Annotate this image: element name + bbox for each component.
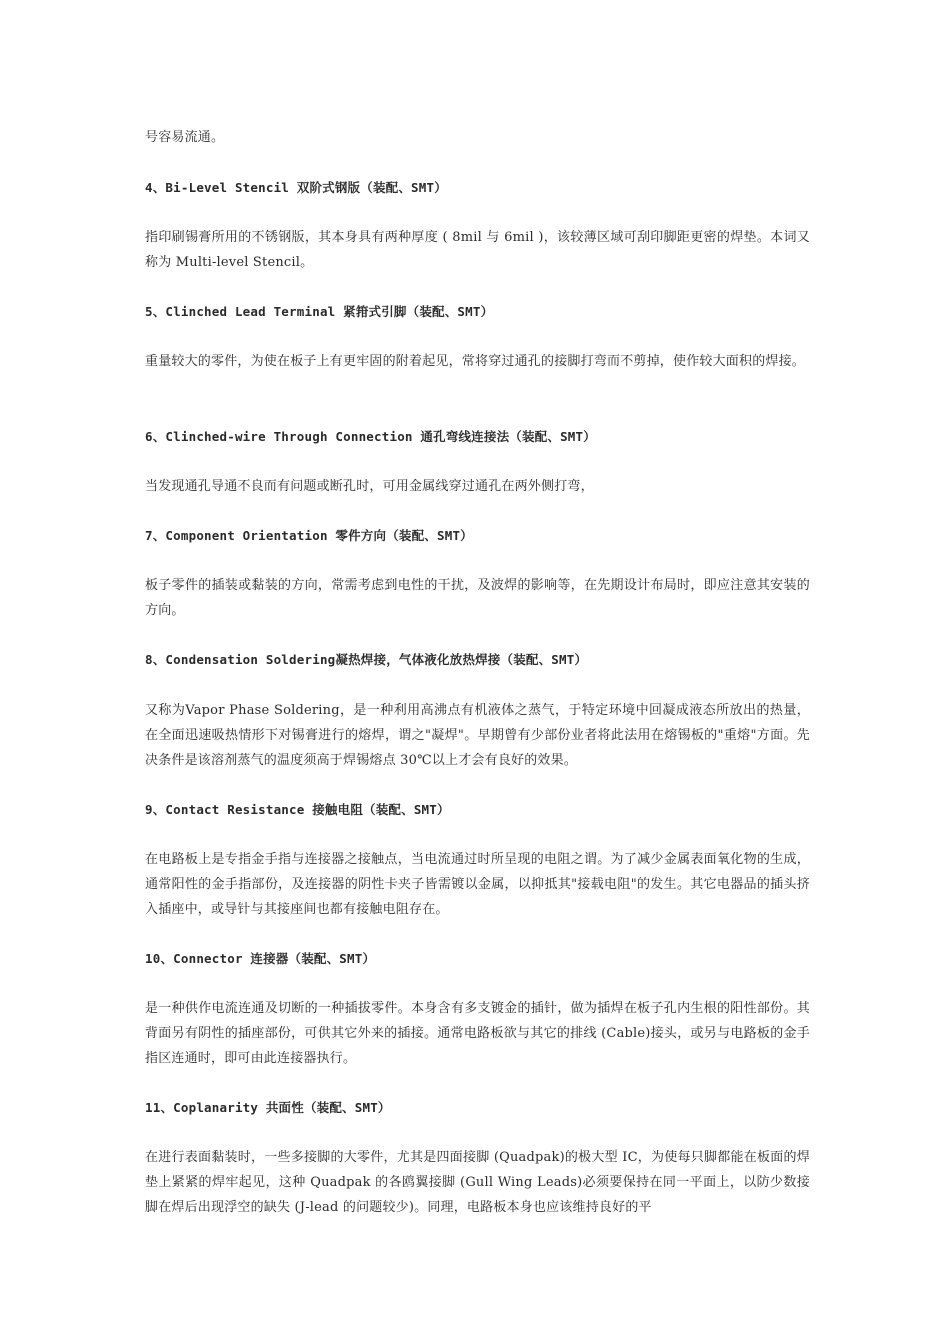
entry-5-heading: 5、Clinched Lead Terminal 紧箝式引脚（装配、SMT）: [145, 304, 494, 319]
entry-4-heading: 4、Bi-Level Stencil 双阶式钢版（装配、SMT）: [145, 180, 447, 195]
entry-11-heading: 11、Coplanarity 共面性（装配、SMT）: [145, 1100, 391, 1115]
entry-5-body: 重量较大的零件，为使在板子上有更牢固的附着起见，常将穿过通孔的接脚打弯而不剪掉，使作较大面积的焊接。: [145, 354, 806, 369]
intro-tail-text: 号容易流通。: [145, 130, 225, 145]
entry-9-body: 在电路板上是专指金手指与连接器之接触点，当电流通过时所呈现的电阻之谓。为了减少金属表面氧化物的生成，通常阳性的金手指部份，及连接器的阴性卡夹子皆需镀以金属，以抑抵其"接载电阻"的发生。其它电器品的插头挤入插座中，或导针与其接座间也都有接触电阻存在。: [145, 852, 810, 917]
entry-8-heading: 8、Condensation Soldering凝热焊接，气体液化放热焊接（装配、SMT）: [145, 652, 588, 667]
entry-8-body: 又称为Vapor Phase Soldering，是一种利用高沸点有机液体之蒸气，于特定环境中回凝成液态所放出的热量，在全面迅速吸热情形下对锡膏进行的熔焊，谓之"凝焊"。早期曾有少部份业者将此法用在熔锡板的"重熔"方面。先决条件是该溶剂蒸气的温度须高于焊锡熔点 30℃以上才会有良好的效果。: [145, 703, 810, 768]
entry-7-heading: 7、Component Orientation 零件方向（装配、SMT）: [145, 528, 473, 543]
entry-10-heading: 10、Connector 连接器（装配、SMT）: [145, 951, 376, 966]
entry-10-body: 是一种供作电流连通及切断的一种插拔零件。本身含有多支镀金的插针，做为插焊在板子孔内生根的阳性部份。其背面另有阴性的插座部份，可供其它外来的插接。通常电路板欲与其它的排线 (Cable)接头，或另与电路板的金手指区连通时，即可由此连接器执行。: [145, 1001, 810, 1066]
entry-6-body: 当发现通孔导通不良而有问题或断孔时，可用金属线穿过通孔在两外侧打弯，: [145, 479, 594, 494]
entry-7-body: 板子零件的插装或黏装的方向，常需考虑到电性的干扰，及波焊的影响等，在先期设计布局时，即应注意其安装的方向。: [145, 578, 810, 618]
entry-4-body: 指印刷锡膏所用的不锈钢版，其本身具有两种厚度 ( 8mil 与 6mil )，该较薄区域可刮印脚距更密的焊垫。本词又称为 Multi-level Stencil。: [145, 230, 810, 270]
entry-11-body: 在进行表面黏装时，一些多接脚的大零件，尤其是四面接脚 (Quadpak)的极大型 IC，为使每只脚都能在板面的焊垫上紧紧的焊牢起见，这种 Quadpak 的各鸥翼接脚 (Gull Wing Leads)必须要保持在同一平面上，以防少数接脚在焊后出现浮空的缺失 (J-lead 的问题较少)。同理，电路板本身也应该维持良好的平: [145, 1150, 810, 1215]
entry-6-heading: 6、Clinched-wire Through Connection 通孔弯线连接法（装配、SMT）: [145, 429, 596, 444]
entry-9-heading: 9、Contact Resistance 接触电阻（装配、SMT）: [145, 802, 450, 817]
